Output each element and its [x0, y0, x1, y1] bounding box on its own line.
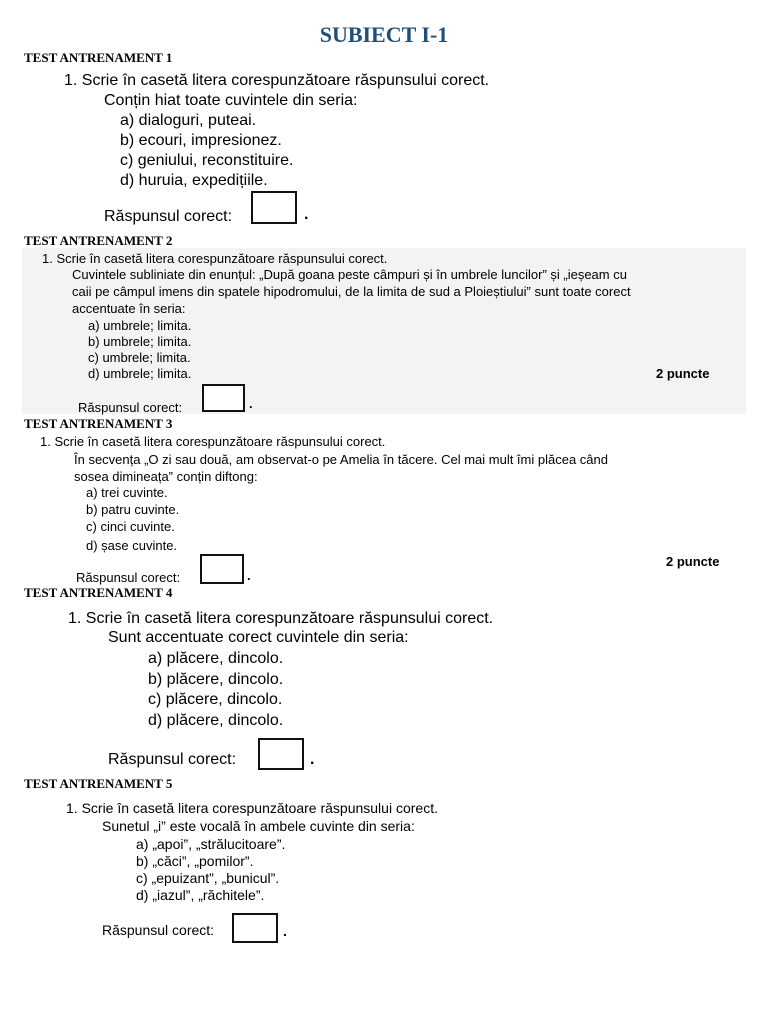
test-4-label: TEST ANTRENAMENT 4	[24, 585, 173, 600]
test-3-option-b: b) patru cuvinte.	[86, 502, 180, 517]
test-3-question-line-1: În secvența „O zi sau două, am observat-o pe Amelia în tăcere. Cel mai mult îmi plăcea când	[74, 452, 608, 467]
test-3-option-c: c) cinci cuvinte.	[86, 519, 175, 534]
test-3-option-a: a) trei cuvinte.	[86, 485, 168, 500]
test-4-option-d: d) plăcere, dincolo.	[148, 712, 284, 729]
test-3-block	[22, 432, 746, 586]
test-1-instruction: 1. Scrie în casetă litera corespunzătoare răspunsului corect.	[64, 72, 490, 89]
test-1-question: Conțin hiat toate cuvintele din seria:	[104, 92, 358, 109]
test-2-question-line-3: accentuate în seria:	[72, 301, 186, 316]
test-5-answer-box[interactable]	[232, 913, 278, 943]
test-5-instruction: 1. Scrie în casetă litera corespunzătoare răspunsului corect.	[66, 800, 438, 816]
test-4-option-c: c) plăcere, dincolo.	[148, 691, 283, 708]
test-1-period: .	[304, 206, 309, 223]
test-3-period: .	[247, 568, 251, 583]
test-5-label: TEST ANTRENAMENT 5	[24, 776, 173, 791]
test-5-period: .	[283, 923, 287, 939]
test-5-option-a: a) „apoi”, „strălucitoare”.	[136, 836, 286, 852]
test-2-answer-box[interactable]	[202, 384, 245, 412]
test-2-option-b: b) umbrele; limita.	[88, 334, 192, 349]
test-2-option-a: a) umbrele; limita.	[88, 318, 192, 333]
test-3-option-d: d) șase cuvinte.	[86, 538, 178, 553]
page-title: SUBIECT I-1	[319, 22, 449, 47]
test-4-option-b: b) plăcere, dincolo.	[148, 671, 284, 688]
test-2-option-c: c) umbrele; limita.	[88, 350, 191, 365]
test-3-answer-label: Răspunsul corect:	[76, 570, 181, 585]
test-2-block	[22, 248, 746, 414]
test-3-answer-box[interactable]	[200, 554, 244, 584]
test-2-instruction: 1. Scrie în casetă litera corespunzătoare răspunsului corect.	[42, 251, 388, 266]
test-4-option-a: a) plăcere, dincolo.	[148, 650, 284, 667]
test-4-answer-box[interactable]	[258, 738, 304, 770]
test-5-option-d: d) „iazul”, „răchitele”.	[136, 887, 265, 903]
test-4-instruction: 1. Scrie în casetă litera corespunzătoare răspunsului corect.	[68, 610, 494, 627]
test-2-period: .	[249, 396, 253, 411]
test-1-option-a: a) dialoguri, puteai.	[120, 112, 257, 129]
test-1-option-b: b) ecouri, impresionez.	[120, 132, 282, 149]
test-2-question-line-1: Cuvintele subliniate din enunțul: „După goana peste câmpuri și în umbrele luncilor” și „ieșeam cu	[72, 267, 627, 282]
test-1-block	[0, 66, 768, 232]
test-2-question-line-2: caii pe câmpul imens din spatele hipodromului, de la limita de sud a Ploieștiului” sunt toate corect	[72, 284, 631, 299]
test-5-question: Sunetul „i” este vocală în ambele cuvinte din seria:	[102, 818, 415, 834]
test-5-block	[0, 795, 768, 955]
test-3-label: TEST ANTRENAMENT 3	[24, 416, 173, 431]
test-1-label: TEST ANTRENAMENT 1	[24, 50, 173, 65]
test-3-points: 2 puncte	[666, 554, 720, 569]
test-1-answer-label: Răspunsul corect:	[104, 208, 233, 225]
test-4-answer-label: Răspunsul corect:	[108, 751, 237, 768]
test-4-period: .	[310, 751, 315, 768]
test-4-question: Sunt accentuate corect cuvintele din seria:	[108, 629, 409, 646]
test-5-answer-label: Răspunsul corect:	[102, 922, 215, 938]
test-2-points: 2 puncte	[656, 366, 710, 381]
test-4-block	[0, 600, 768, 776]
test-5-option-c: c) „epuizant”, „bunicul”.	[136, 870, 280, 886]
test-1-option-c: c) geniului, reconstituire.	[120, 152, 294, 169]
test-5-option-b: b) „căci”, „pomilor”.	[136, 853, 254, 869]
test-2-label: TEST ANTRENAMENT 2	[24, 233, 173, 248]
test-1-answer-box[interactable]	[251, 191, 297, 224]
test-2-answer-label: Răspunsul corect:	[78, 400, 183, 415]
test-3-instruction: 1. Scrie în casetă litera corespunzătoare răspunsului corect.	[40, 434, 386, 449]
test-3-question-line-2: sosea dimineața” conțin diftong:	[74, 469, 258, 484]
test-1-option-d: d) huruia, expedițiile.	[120, 172, 268, 189]
test-2-option-d: d) umbrele; limita.	[88, 366, 192, 381]
